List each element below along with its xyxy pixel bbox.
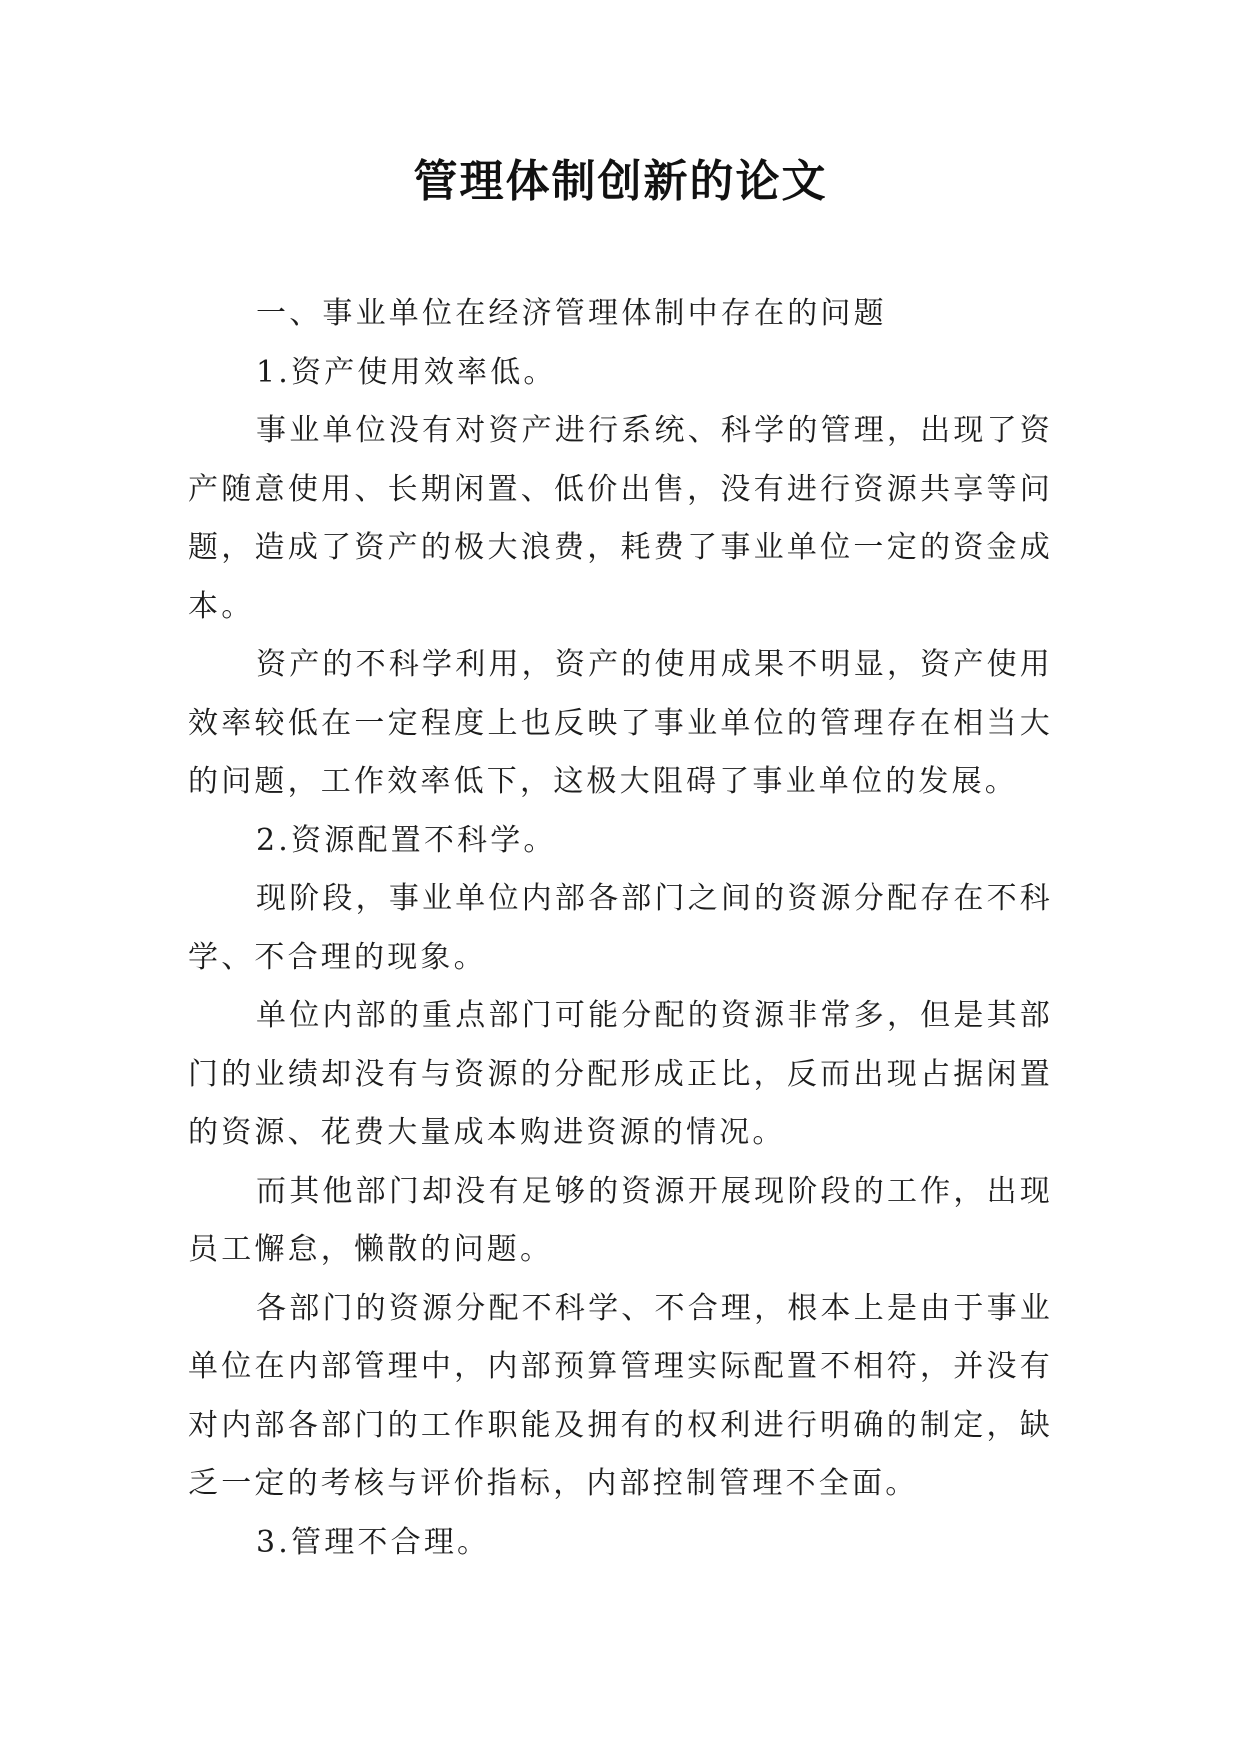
- paragraph: 资产的不科学利用，资产的使用成果不明显，资产使用效率较低在一定程度上也反映了事业单位的管理存在相当大的问题，工作效率低下，这极大阻碍了事业单位的发展。: [188, 647, 1053, 799]
- subsection-heading: 3.管理不合理。: [256, 1524, 491, 1560]
- paragraph: 各部门的资源分配不科学、不合理，根本上是由于事业单位在内部管理中，内部预算管理实际配置不相符，并没有对内部各部门的工作职能及拥有的权利进行明确的制定，缺乏一定的考核与评价指标，内部控制管理不全面。: [188, 1290, 1053, 1501]
- paragraph: 事业单位没有对资产进行系统、科学的管理，出现了资产随意使用、长期闲置、低价出售，没有进行资源共享等问题，造成了资产的极大浪费，耗费了事业单位一定的资金成本。: [188, 413, 1053, 624]
- document-title: 管理体制创新的论文: [413, 156, 828, 207]
- paragraph: 而其他部门却没有足够的资源开展现阶段的工作，出现员工懈怠，懒散的问题。: [188, 1173, 1053, 1267]
- subsection-heading: 1.资产使用效率低。: [256, 354, 557, 390]
- paragraph: 现阶段，事业单位内部各部门之间的资源分配存在不科学、不合理的现象。: [188, 881, 1053, 975]
- section-heading: 一、事业单位在经济管理体制中存在的问题: [256, 296, 887, 331]
- subsection-heading: 2.资源配置不科学。: [256, 822, 557, 858]
- paragraph: 单位内部的重点部门可能分配的资源非常多，但是其部门的业绩却没有与资源的分配形成正比，反而出现占据闲置的资源、花费大量成本购进资源的情况。: [188, 998, 1053, 1150]
- document-body: [188, 285, 1053, 1572]
